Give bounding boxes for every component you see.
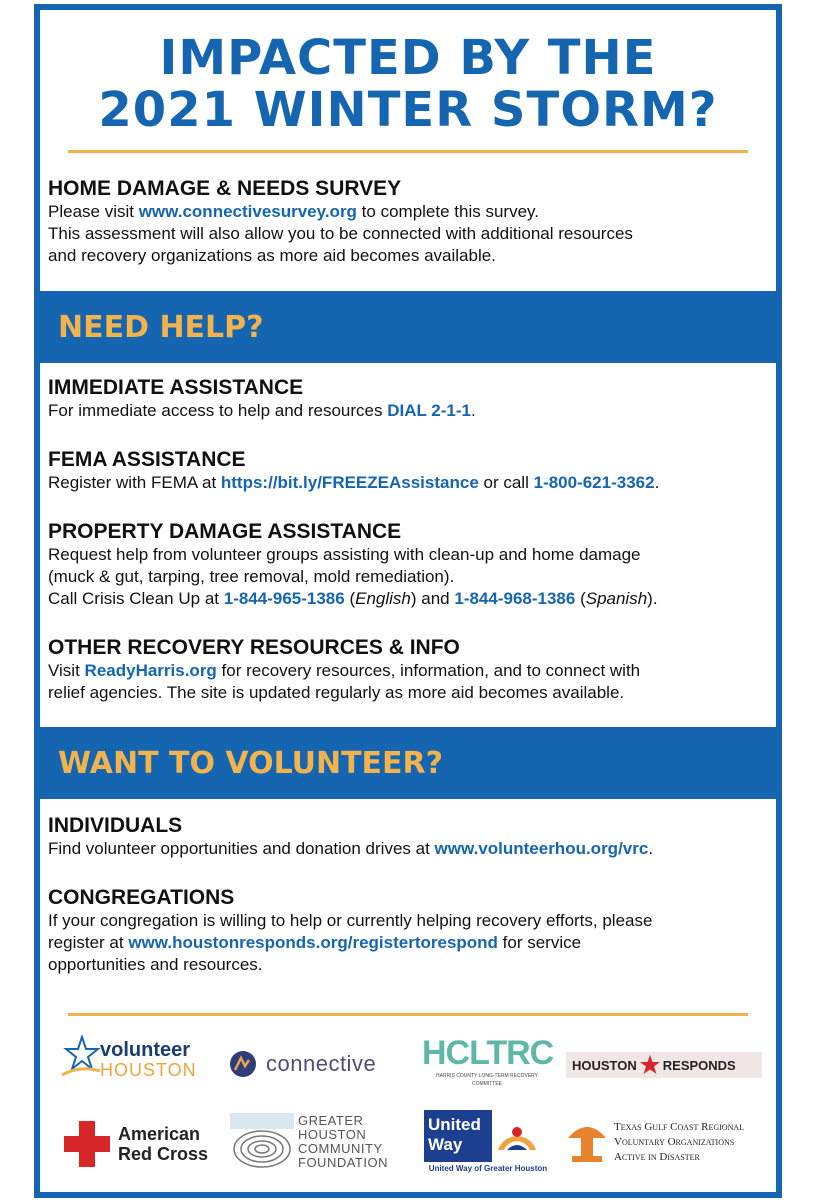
congregations-line-2 [48,932,760,954]
houston-word: HOUSTON [100,1060,197,1080]
ghcf-b: HOUSTON [298,1127,367,1142]
other-heading: OTHER RECOVERY RESOURCES & INFO [48,636,460,659]
individuals-section [48,813,760,860]
property-heading: PROPERTY DAMAGE ASSISTANCE [48,520,402,543]
spanish-label: Spanish [585,589,648,608]
tgc-voad-logo [564,1112,764,1172]
houston-responds-a: HOUSTON [572,1057,637,1073]
immediate-post: . [470,401,476,420]
individuals-heading: INDIVIDUALS [48,814,183,837]
united-way-b: Way [428,1135,463,1154]
red-cross-logo [62,1114,222,1174]
red-cross-a: American [118,1124,201,1144]
cleanup-english-phone[interactable]: 1-844-965-1386 [223,589,345,608]
title-line-2: 2021 WINTER STORM? [98,82,718,138]
united-way-sub: United Way of Greater Houston [428,1164,548,1173]
other-line-2: relief agencies. The site is updated regularly as more aid becomes available. [48,683,625,702]
congregations-line-3: opportunities and resources. [48,955,263,974]
immediate-section [48,375,760,422]
star-icon [60,1035,100,1085]
survey-text: Please visit [48,202,139,221]
survey-link[interactable]: www.connectivesurvey.org [138,202,357,221]
ghcf-c: COMMUNITY [298,1141,383,1156]
individuals-pre: Find volunteer opportunities and donation drives at [48,839,435,858]
connective-word: connective [266,1051,377,1076]
houston-responds-b: RESPONDS [662,1057,736,1073]
divider-bottom [68,1013,748,1016]
other-line-1 [48,660,760,682]
need-help-banner [40,291,776,363]
united-way-a: United [428,1115,481,1134]
property-close: ). [647,589,658,608]
immediate-heading: IMMEDIATE ASSISTANCE [48,376,304,399]
survey-line-2: This assessment will also allow you to be connected with additional resources [48,224,633,243]
ghcf-logo [230,1110,420,1174]
houstonresponds-link[interactable]: www.houstonresponds.org/registertorespond [128,933,498,952]
survey-text-post: to complete this survey. [356,202,539,221]
individuals-post: . [648,839,654,858]
fema-pre: Register with FEMA at [48,473,221,492]
fema-phone-link[interactable]: 1-800-621-3362 [533,473,655,492]
survey-heading: HOME DAMAGE & NEEDS SURVEY [48,177,402,200]
red-cross-b: Red Cross [118,1144,209,1164]
property-line-2: (muck & gut, tarping, tree removal, mold remediation). [48,567,455,586]
english-label: English [355,589,411,608]
immediate-pre: For immediate access to help and resources [48,401,388,420]
connective-mark-icon [228,1049,258,1079]
survey-line-3: and recovery organizations as more aid becomes available. [48,246,496,265]
poster-frame [34,4,782,1198]
individuals-text [48,838,760,860]
volunteer-houston-logo [60,1030,220,1090]
hcltrc-logo [422,1034,552,1090]
congregations-pre: register at [48,933,129,952]
fema-section [48,447,760,494]
tgc-c: Active in Disaster [614,1150,700,1163]
hcltrc-sub: HARRIS COUNTY LONG-TERM RECOVERY COMMITTEE [435,1073,539,1087]
tgc-a: Texas Gulf Coast Regional [614,1120,745,1133]
voad-mushroom-icon [564,1116,610,1168]
volunteer-title: WANT TO VOLUNTEER? [58,746,444,781]
united-way-logo [424,1110,552,1176]
congregations-section [48,885,760,976]
red-star-icon [639,1054,661,1076]
united-way-hand-icon [492,1110,542,1162]
fema-link[interactable]: https://bit.ly/FREEZEAssistance [220,473,479,492]
survey-line-1 [48,201,760,223]
red-cross-icon [62,1119,112,1169]
congregations-line-1: If your congregation is willing to help or currently helping recovery efforts, please [48,911,653,930]
other-post: for recovery resources, information, and to connect with [216,661,641,680]
ghcf-d: FOUNDATION [298,1155,388,1170]
congregations-heading: CONGREGATIONS [48,886,235,909]
volunteer-word: volunteer [100,1039,191,1061]
partner-logos [40,1026,776,1191]
survey-section [48,176,760,267]
fema-text [48,472,760,494]
ghcf-a: GREATER [298,1113,364,1128]
title-line-1: IMPACTED BY THE [159,30,657,86]
congregations-post: for service [497,933,582,952]
fema-heading: FEMA ASSISTANCE [48,448,246,471]
property-and: ) and [410,589,455,608]
other-section [48,635,760,704]
property-paren-1: ( [344,589,356,608]
tgc-b: Voluntary Organizations [614,1135,735,1148]
property-paren-2: ( [575,589,586,608]
fingerprint-icon [230,1113,294,1171]
volunteerhou-link[interactable]: www.volunteerhou.org/vrc [434,839,649,858]
divider-top [68,150,748,153]
other-pre: Visit [48,661,85,680]
readyharris-link[interactable]: ReadyHarris.org [84,661,217,680]
property-line-3 [48,588,760,610]
immediate-text [48,400,760,422]
cleanup-spanish-phone[interactable]: 1-844-968-1386 [454,589,576,608]
property-line-1: Request help from volunteer groups assisting with clean-up and home damage [48,545,641,564]
need-help-title: NEED HELP? [58,310,264,345]
fema-post: . [654,473,660,492]
fema-mid: or call [478,473,534,492]
volunteer-banner [40,727,776,799]
houston-responds-logo [566,1052,762,1078]
dial-211-link[interactable]: DIAL 2-1-1 [387,401,471,420]
connective-logo [228,1046,408,1082]
hcltrc-name: HCLTRC [422,1034,554,1072]
property-pre: Call Crisis Clean Up at [48,589,224,608]
property-section [48,519,760,610]
page-title [40,32,776,136]
